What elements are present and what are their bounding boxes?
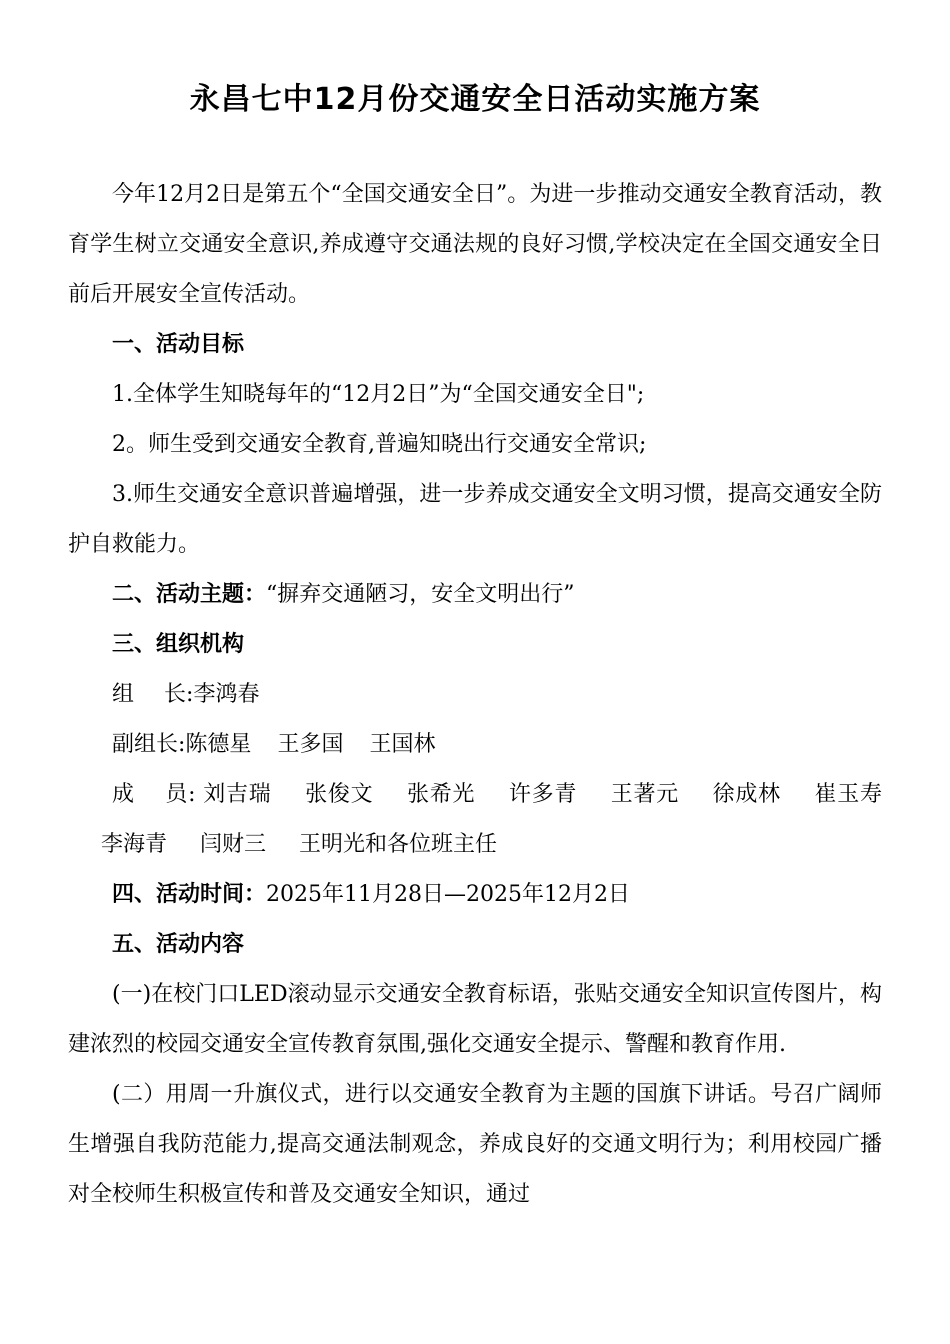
theme-line: [68, 570, 882, 620]
member-name: 刘吉瑞: [203, 782, 272, 807]
member-name: 王著元: [610, 782, 679, 807]
section-heading-time: 四、活动时间：: [112, 882, 267, 907]
section-heading-content: 五、活动内容: [112, 932, 245, 957]
section-heading-goals: 一、活动目标: [112, 332, 245, 357]
theme-text: “摒弃交通陋习，安全文明出行”: [266, 582, 575, 607]
section-heading-organization: 三、组织机构: [112, 632, 245, 657]
content-paragraph-2: (二）用周一升旗仪式，进行以交通安全教育为主题的国旗下讲话。号召广阔师生增强自我防范能力,提高交通法制观念，养成良好的交通文明行为；利用校园广播对全校师生积极宣传和普及交通安全知识，通过: [68, 1082, 882, 1207]
members-label-suffix: 员:: [164, 782, 196, 807]
section-heading-theme: 二、活动主题：: [112, 582, 267, 607]
member-name: 王明光和各位班主任: [299, 832, 498, 857]
leader-label: 组: [112, 682, 135, 707]
goal-item-2: 2。师生受到交通安全教育,普遍知晓出行交通安全常识;: [112, 432, 647, 457]
member-name: 崔玉寿: [814, 782, 882, 807]
document-title: 永昌七中12月份交通安全日活动实施方案: [189, 82, 761, 117]
deputy-name: 王多国: [277, 732, 344, 757]
member-name: 张俊文: [305, 782, 374, 807]
member-name: 张希光: [407, 782, 476, 807]
members-line: [68, 770, 882, 870]
goal-item-1: 1.全体学生知晓每年的“12月2日”为“全国交通安全日";: [112, 382, 645, 407]
deputy-line: [68, 720, 882, 770]
members-label: 成: [112, 782, 135, 807]
leader-line: [68, 670, 882, 720]
leader-label-suffix: 长:: [164, 682, 194, 707]
time-line: [68, 870, 882, 920]
member-name: 徐成林: [712, 782, 781, 807]
leader-name: 李鸿春: [193, 682, 260, 707]
goal-item-3: 3.师生交通安全意识普遍增强，进一步养成交通安全文明习惯，提高交通安全防护自救能力。: [68, 482, 882, 557]
intro-paragraph: 今年12月2日是第五个“全国交通安全日”。为进一步推动交通安全教育活动，教育学生树立交通安全意识,养成遵守交通法规的良好习惯,学校决定在全国交通安全日前后开展安全宣传活动。: [68, 182, 882, 307]
activity-time: 2025年11月28日—2025年12月2日: [266, 882, 630, 907]
content-paragraph-1: (一)在校门口LED滚动显示交通安全教育标语，张贴交通安全知识宣传图片，构建浓烈的校园交通安全宣传教育氛围,强化交通安全提示、警醒和教育作用.: [68, 982, 882, 1057]
member-name: 李海青: [101, 832, 168, 857]
member-name: 许多青: [508, 782, 578, 807]
deputy-name: 王国林: [369, 732, 436, 757]
deputy-name: 陈德星: [185, 732, 252, 757]
member-name: 闫财三: [200, 832, 267, 857]
deputy-label: 副组长:: [112, 732, 186, 757]
